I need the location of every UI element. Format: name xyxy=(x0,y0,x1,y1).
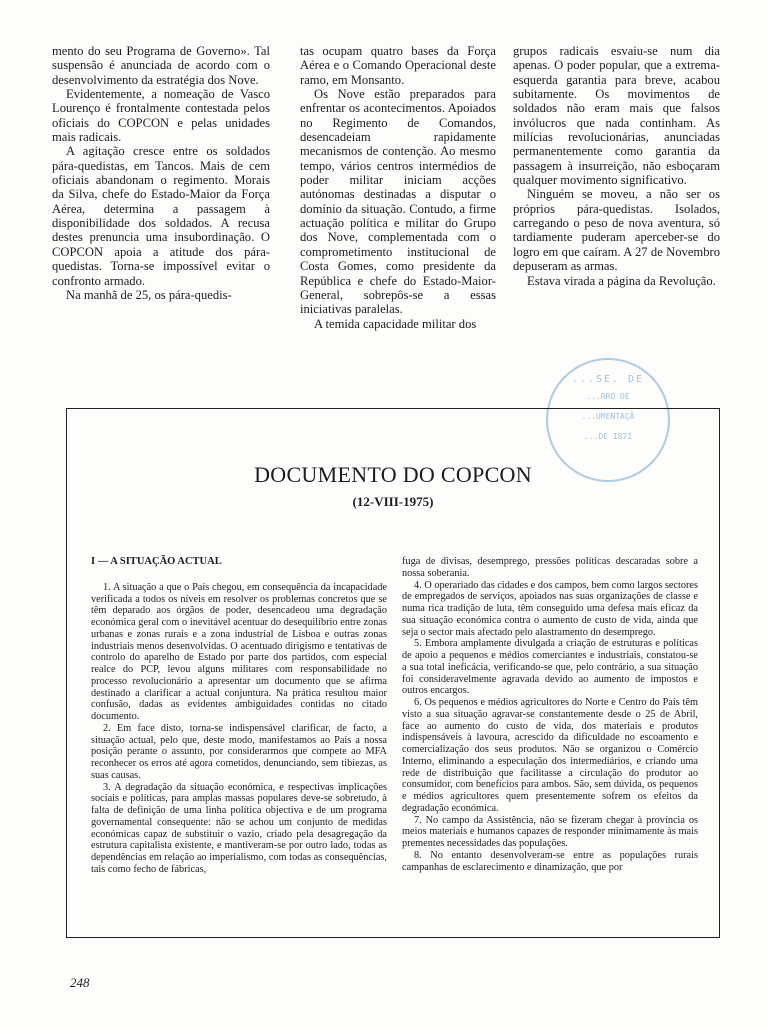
document-column-2 xyxy=(402,556,698,873)
article-column-2 xyxy=(300,44,496,331)
paragraph: A temida capacidade militar dos xyxy=(314,316,477,331)
paragraph: 7. No campo da Assistência, não se fizeram chegar à província os meios materiais e humanos capazes de responder minimamente às mais prementes necessidades das populações. xyxy=(402,814,698,849)
paragraph: Na manhã de 25, os pára-quedis- xyxy=(66,287,232,302)
document-column-1 xyxy=(91,556,387,876)
article-column-1 xyxy=(52,44,270,302)
paragraph: Os Nove estão preparados para enfrentar os acontecimentos. Apoiados no Regimento de Comandos, desencadeiam rapidamente mecanismos de contenção. Ao mesmo tempo, vários centros intermédios de poder militar iniciam acções autónomas destinadas a disputar o domínio da situação. Contudo, a firme actuação política e militar do Grupo dos Nove, complementada com o comprometimento institucional de Costa Gomes, como presidente da República e chefe do Estado-Maior-General, sobrepôs-se a essas iniciativas paralelas. xyxy=(300,87,496,317)
document-title: DOCUMENTO DO COPCON xyxy=(254,462,532,487)
paragraph: 4. O operariado das cidades e dos campos, bem como largos sectores de empregados de serviços, apoiados nas suas organizações de classe e numa rica tradição de luta, têm conseguido uma defesa mais eficaz da sua situação económica contra o aumento de custo de vida, ainda que seja o sector mais afectado pelo alastramento do desemprego. xyxy=(402,579,698,638)
paragraph: Ninguém se moveu, a não ser os próprios pára-quedistas. Isolados, carregando o peso de nova aventura, só tardiamente puderam aperceber-se do logro em que caíram. A 27 de Novembro depuseram as armas. xyxy=(513,187,720,274)
stamp-line: ...SE. DE xyxy=(571,374,645,385)
paragraph: 8. No entanto desenvolveram-se entre as populações rurais campanhas de esclarecimento e dinamização, que por xyxy=(402,849,698,873)
stamp-line: ...DE 1871 xyxy=(583,432,633,441)
paragraph: 3. A degradação da situação económica, e respectivas implicações sociais e políticas, para amplas massas populares deve-se sobretudo, à falta de definição de uma linha política objectiva e de um programa governamental consequente: não se achou um conjunto de medidas económicas capaz de substituir o vazio, criado pela desagregação da estrutura capitalista existente, e mantiveram-se por outro lado, todas as dependências em relação ao imperialismo, com todas as consequências, tais como fecho de fábricas, xyxy=(91,781,387,875)
paragraph: fuga de divisas, desemprego, pressões políticas descaradas sobre a nossa soberania. xyxy=(402,556,698,579)
paragraph: Evidentemente, a nomeação de Vasco Lourenço é frontalmente contestada pelos oficiais do COPCON e pelas unidades mais radicais. xyxy=(52,87,270,145)
stamp-line: ...UMENTAÇÃ xyxy=(581,412,635,421)
paragraph: 5. Embora amplamente divulgada a criação de estruturas e políticas de apoio a pequenos e médios comerciantes e industriais, constatou-se a sua total ineficácia, verificando-se que, pelo contrário, a sua situação foi consideravelmente agravada devido ao aumento de impostos e outros encargos. xyxy=(402,638,698,697)
paragraph: 1. A situação a que o País chegou, em consequência da incapacidade verificada a todos os níveis em resolver os problemas concretos que se têm deparado aos órgãos de poder, desencadeou uma degradação económica geral com o inevitável acentuar do desequilíbrio entre zonas urbanas e zonas rurais e a zona industrial de Lisboa e outras zonas industriais menos desenvolvidas. O acentuado dirigismo e tentativas de controlo do aparelho de Estado por parte dos partidos, com especial realce do PCP, levou alguns militares com responsabilidade no processo revolucionário a apresentar um documento que se afirma destinado a clarificar a actual conjuntura. Na prática resultou maior confusão, dadas as evidentes ambiguidades contidas no citado documento. xyxy=(91,581,387,722)
paragraph: Estava virada a página da Revolução. xyxy=(527,273,716,288)
paragraph: 6. Os pequenos e médios agricultores do Norte e Centro do País têm visto a sua situação agravar-se constantemente desde o 25 de Abril, face ao aumento do custo de vida, dos materiais e produtos indispensáveis à lavoura, acrescido da dificuldade no escoamento e comercialização dos seus produtos. Não se organizou o Comércio Interno, eliminando a especulação dos intermediários, e criando uma rede de distribuição que facilitasse a circulação do produtor ao consumidor, com benefícios para ambos. São, sem dúvida, os pequenos e médios agricultores quem presentemente sofrem os efeitos da degradação económica. xyxy=(402,697,698,814)
paragraph: 2. Em face disto, torna-se indispensável clarificar, de facto, a situação actual, pelo que, deste modo, manifestamos ao País a nossa posição perante o assunto, por considerarmos que compete ao MFA reconhecer os erros até agora cometidos, denunciando, sem tibiezas, as suas causas. xyxy=(91,722,387,781)
section-heading: I — A SITUAÇÃO ACTUAL xyxy=(91,556,222,567)
paragraph: A agitação cresce entre os soldados pára-quedistas, em Tancos. Mais de cem oficiais abandonam o regimento. Morais da Silva, chefe do Estado-Maior da Força Aérea, determina a passagem à disponibilidade dos soldados. A recusa destes prenuncia uma insubordinação. O COPCON apoia a atitude dos pára-quedistas. Torna-se impossível evitar o confronto armado. xyxy=(52,144,270,288)
paragraph: tas ocupam quatro bases da Força Aérea e o Comando Operacional deste ramo, em Monsanto. xyxy=(300,44,496,87)
stamp-line: ...RRO DE xyxy=(586,392,630,401)
document-date: (12-VIII-1975) xyxy=(352,494,434,509)
article-column-3 xyxy=(513,44,720,288)
paragraph: mento do seu Programa de Governo». Tal suspensão é anunciada de acordo com o desenvolvimento da estratégia dos Nove. xyxy=(52,44,270,87)
paragraph: grupos radicais esvaiu-se num dia apenas. O poder popular, que a extrema-esquerda garantia para breve, acabou subitamente. Os movimentos de soldados não eram mais que falsos invólucros que nada continham. As milícias revolucionárias, anunciadas permanentemente como garantia da passagem à insurreição, não esboçaram qualquer movimento significativo. xyxy=(513,44,720,188)
page-number: 248 xyxy=(70,975,90,990)
